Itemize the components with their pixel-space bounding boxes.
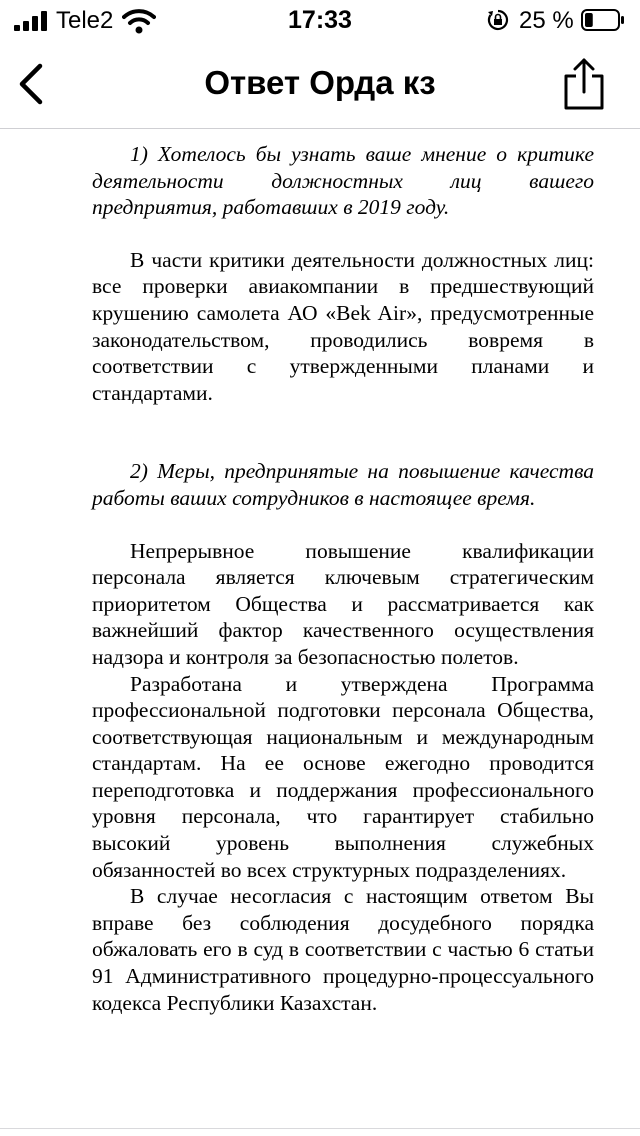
orientation-lock-icon (487, 9, 509, 31)
battery-icon (581, 9, 625, 31)
answer-1: В части критики деятельности должностных лиц: все проверки авиакомпании в предшествующий крушению самолета АО «Bek Air», предусмотренные законодательством, проводились вовремя в соответствии с утвержденными планами и стандартами. (92, 247, 594, 405)
bottom-divider (0, 1128, 640, 1129)
appeal-notice-paragraph: В случае несогласия с настоящим ответом Вы вправе без соблюдения досудебного порядка обжаловать его в суд в соответствии с частью 6 статьи 91 Административного процедурно-процессуального кодекса Республики Казахстан. (92, 884, 594, 1015)
question-2: 2) Меры, предпринятые на повышение качества работы ваших сотрудников в настоящее время. (92, 459, 594, 510)
carrier-name: Tele2 (56, 7, 114, 34)
answer-2-paragraph-1: Непрерывное повышение квалификации персонала является ключевым стратегическим приоритетом Общества и рассматривается как важнейший фактор качественного осуществления надзора и контроля за безопасностью полетов. (92, 538, 594, 669)
status-bar (0, 0, 640, 40)
navigation-bar (0, 40, 640, 129)
answer-2-paragraph-2: Разработана и утверждена Программа профессиональной подготовки персонала Общества, соответствующая национальным и международным стандартам. На ее основе ежегодно проводится переподготовка и поддержания профессионального уровня персонала, что гарантирует стабильно высокий уровень выполнения служебных обязанностей во всех структурных подразделениях. (92, 671, 594, 882)
question-1: 1) Хотелось бы узнать ваше мнение о критике деятельности должностных лиц вашего предприятия, работавших в 2019 году. (92, 142, 594, 220)
share-icon[interactable] (560, 56, 608, 112)
page-title: Ответ Орда кз (204, 64, 436, 101)
document-content (92, 141, 594, 1016)
battery-percent: 25 % (519, 7, 574, 34)
status-time: 17:33 (288, 6, 352, 34)
